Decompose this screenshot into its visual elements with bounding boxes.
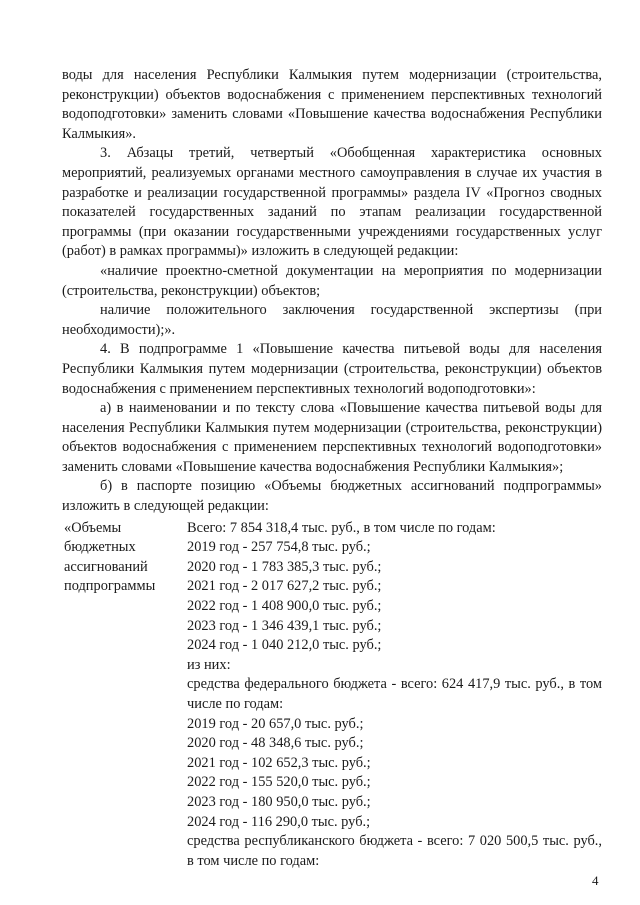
paragraph-quote-2: наличие положительного заключения государственной экспертизы (при необходимости);». (62, 302, 602, 338)
paragraph-quote-1: «наличие проектно-сметной документации на мероприятия по модернизации (строительства, реконструкции) объектов; (62, 262, 602, 299)
paragraph-item-4a: а) в наименовании и по тексту слова «Повышение качества питьевой воды для населения Республики Калмыкия путем модернизации (строительства, реконструкции) объектов водоснабжения с применением перспективных технологий водоподготовки» заменить словами «Повышение качества водоснабжения Республики Калмыкия»; (62, 400, 602, 475)
budget-values-cell (187, 519, 602, 872)
budget-label-line: бюджетных (64, 539, 136, 556)
budget-year-line: 2024 год - 1 040 212,0 тыс. руб.; (187, 637, 382, 654)
budget-year-line: 2023 год - 1 346 439,1 тыс. руб.; (187, 617, 382, 634)
paragraph-continuation: воды для населения Республики Калмыкия путем модернизации (строительства, реконструкции) объектов водоснабжения с применением перспективных технологий водоподготовки» заменить словами «Повышение качества водоснабжения Республики Калмыкия». (62, 67, 602, 142)
budget-federal-year-line: 2022 год - 155 520,0 тыс. руб.; (187, 774, 371, 791)
budget-label-cell (62, 519, 187, 872)
budget-federal-year-line: 2019 год - 20 657,0 тыс. руб.; (187, 715, 364, 732)
paragraph-item-3: 3. Абзацы третий, четвертый «Обобщенная характеристика основных мероприятий, реализуемых органами местного самоуправления в случае их участия в разработке и реализации государственной программы» раздела IV «Прогноз сводных показателей государственных заданий по этапам реализации государственной программы (при оказании государственными учреждениями государственных услуг (работ) в рамках программы)» изложить в следующей редакции: (62, 145, 602, 260)
budget-label-line: ассигнований (64, 558, 148, 575)
page-number: 4 (592, 873, 599, 888)
budget-federal-year-line: 2021 год - 102 652,3 тыс. руб.; (187, 754, 371, 771)
budget-year-line: 2021 год - 2 017 627,2 тыс. руб.; (187, 578, 382, 595)
budget-republic-total: средства республиканского бюджета - всего: 7 020 500,5 тыс. руб., в том числе по годам: (187, 833, 602, 869)
budget-federal-year-line: 2023 год - 180 950,0 тыс. руб.; (187, 793, 371, 810)
budget-label-line: «Объемы (64, 519, 122, 536)
paragraph-item-4: 4. В подпрограмме 1 «Повышение качества питьевой воды для населения Республики Калмыкия путем модернизации (строительства, реконструкции) объектов водоснабжения с применением перспективных технологий водоподготовки»: (62, 341, 602, 397)
budget-subheading: из них: (187, 656, 231, 673)
budget-year-line: 2020 год - 1 783 385,3 тыс. руб.; (187, 558, 382, 575)
document-page (62, 66, 602, 871)
budget-year-line: 2019 год - 257 754,8 тыс. руб.; (187, 539, 371, 556)
budget-label-line: подпрограммы (64, 578, 156, 595)
budget-federal-year-line: 2024 год - 116 290,0 тыс. руб.; (187, 813, 371, 830)
budget-federal-total: средства федерального бюджета - всего: 624 417,9 тыс. руб., в том числе по годам: (187, 676, 602, 712)
budget-federal-year-line: 2020 год - 48 348,6 тыс. руб.; (187, 735, 364, 752)
paragraph-item-4b: б) в паспорте позицию «Объемы бюджетных ассигнований подпрограммы» изложить в следующей редакции: (62, 478, 602, 515)
budget-year-line: 2022 год - 1 408 900,0 тыс. руб.; (187, 598, 382, 615)
budget-table (62, 519, 602, 872)
budget-total-line: Всего: 7 854 318,4 тыс. руб., в том числе по годам: (187, 519, 496, 536)
